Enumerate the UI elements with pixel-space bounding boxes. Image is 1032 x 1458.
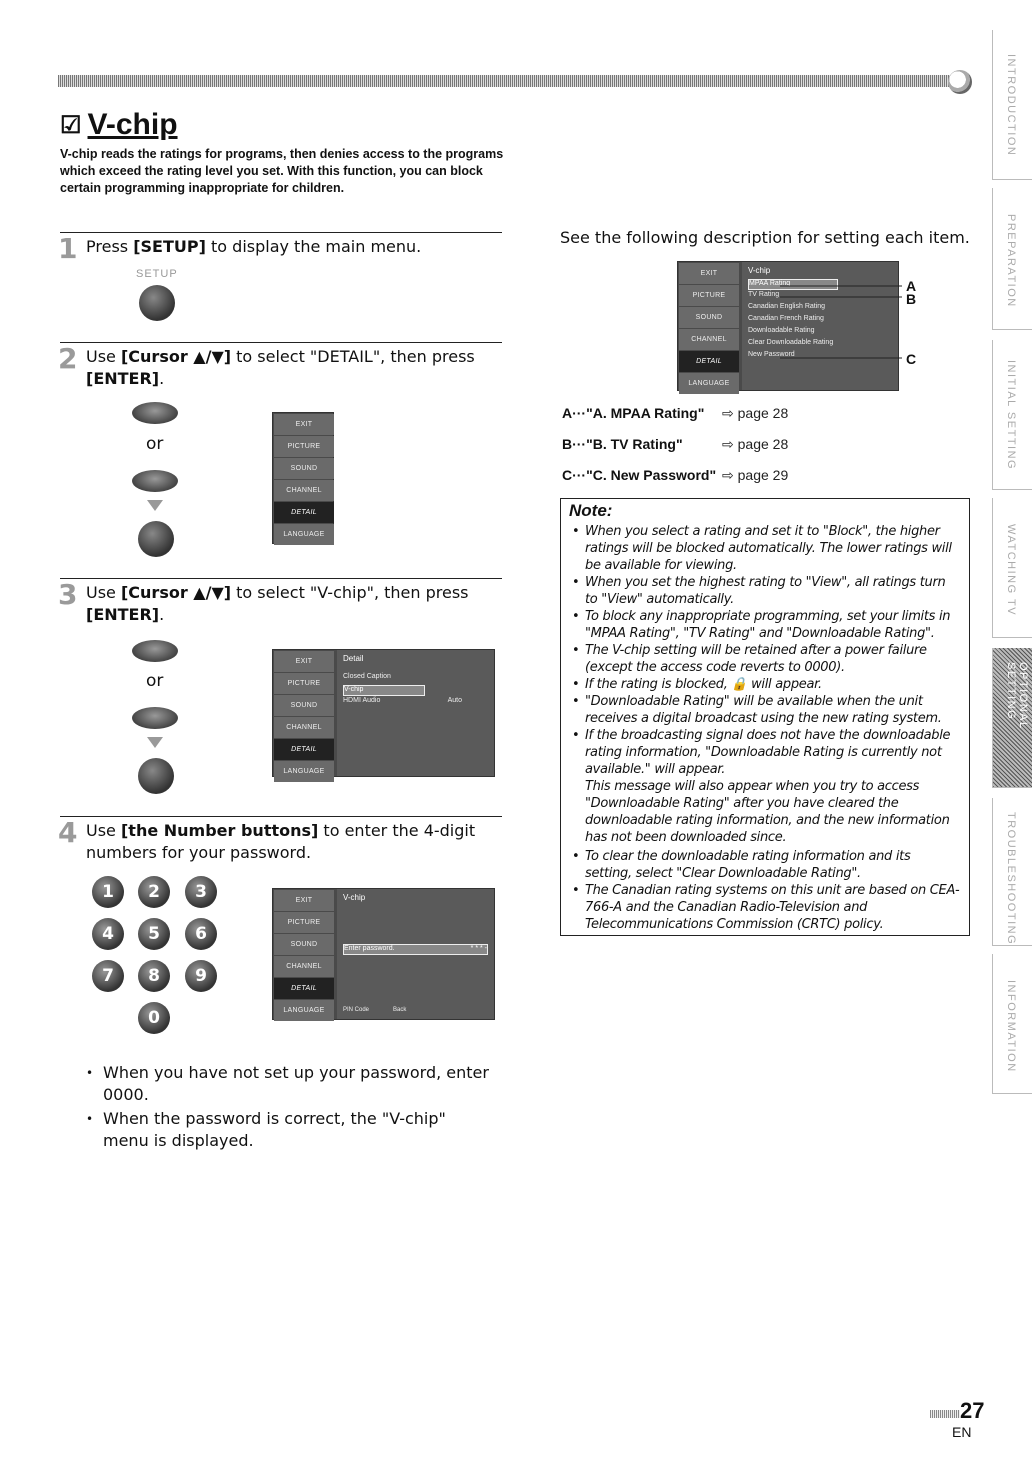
menu-item-detail: DETAIL	[679, 351, 739, 372]
step-divider	[60, 232, 502, 233]
number-button-5: 5	[138, 918, 170, 950]
menu-item-picture: PICTURE	[274, 912, 334, 933]
menu-item-detail: DETAIL	[274, 978, 334, 999]
or-label: or	[146, 671, 164, 691]
panel-row-vchip: V-chip	[343, 685, 425, 696]
cursor-down-icon	[132, 470, 178, 492]
number-button-1: 1	[92, 876, 124, 908]
callout-marker-a: A	[906, 278, 917, 294]
setup-button-label: SETUP	[136, 268, 178, 280]
right-lead-text: See the following description for setting each item.	[560, 228, 970, 247]
note-title: Note:	[569, 501, 613, 520]
panel-row-clear-downloadable: Clear Downloadable Rating	[748, 339, 834, 346]
page-language: EN	[952, 1424, 972, 1440]
panel-footer	[343, 1007, 406, 1013]
note-continuation: This message will also appear when you try to access "Downloadable Rating" after you have cleared the downloadable rating information, and the new information has not been downloaded since.	[585, 779, 950, 845]
menu-item-exit: EXIT	[274, 890, 334, 911]
cursor-down-icon	[132, 707, 178, 729]
panel-row-hdmi-audio: HDMI Audio Auto	[343, 697, 488, 708]
password-mask: * * * -	[470, 945, 487, 952]
side-tab-optional-setting: OPTIONAL SETTING	[992, 648, 1032, 788]
number-button-4: 4	[92, 918, 124, 950]
detail-menu	[272, 649, 495, 777]
checkbox-icon: ☑	[60, 111, 82, 139]
side-tab-watching-tv: WATCHING TV	[992, 498, 1032, 638]
callout-marker-b: B	[906, 291, 917, 307]
number-button-8: 8	[138, 960, 170, 992]
arrow-down-icon	[147, 737, 163, 748]
note-item: • If the rating is blocked, 🔒 will appear.	[569, 676, 961, 693]
menu-item-detail: DETAIL	[274, 502, 334, 523]
menu-item-detail: DETAIL	[274, 739, 334, 760]
note-item: • "Downloadable Rating" will be available when the unit receives a digital broadcast using the new rating system.	[569, 693, 961, 727]
menu-item-exit: EXIT	[274, 651, 334, 672]
note-item: • If the broadcasting signal does not have the downloadable rating information, "Downloadable Rating is currently not available." will appear.	[569, 727, 961, 778]
menu-item-sound: SOUND	[679, 307, 739, 328]
side-tab-introduction: INTRODUCTION	[992, 30, 1032, 180]
menu-item-picture: PICTURE	[679, 285, 739, 306]
reference-row: A···"A. MPAA Rating" ⇨ page 28	[562, 405, 789, 421]
page-number: 27	[960, 1398, 985, 1423]
header-rule-endcap	[948, 70, 972, 94]
note-item: • To clear the downloadable rating information and its setting, select "Clear Downloadable Rating".	[569, 848, 961, 882]
step-number: 4	[58, 816, 78, 849]
menu-item-language: LANGUAGE	[274, 524, 334, 545]
menu-item-language: LANGUAGE	[274, 761, 334, 782]
panel-row-downloadable: Downloadable Rating	[748, 327, 815, 334]
page-number-bar	[930, 1410, 960, 1418]
intro-text: V-chip reads the ratings for programs, then denies access to the programs which exceed the rating level you set. With this function, you can block certain programming inappropriate for children.	[60, 147, 504, 195]
back-hint: Back	[393, 1007, 407, 1013]
vchip-panel	[337, 889, 494, 1019]
step3-text: Use [Cursor ▲/▼] to select "V-chip", then press [ENTER].	[86, 583, 469, 624]
panel-row-canadian-english: Canadian English Rating	[748, 303, 826, 310]
side-tab-troubleshooting: TROUBLESHOOTING	[992, 798, 1032, 946]
step2-text: Use [Cursor ▲/▼] to select "DETAIL", then press [ENTER].	[86, 347, 475, 388]
number-button-7: 7	[92, 960, 124, 992]
menu-item-language: LANGUAGE	[274, 1000, 334, 1021]
menu-item-picture: PICTURE	[274, 436, 334, 457]
detail-panel	[337, 650, 494, 776]
step-number: 1	[58, 232, 78, 265]
number-button-2: 2	[138, 876, 170, 908]
step4-text: Use [the Number buttons] to enter the 4-digit numbers for your password.	[86, 821, 476, 862]
step-divider	[60, 816, 502, 817]
page-title-text: V-chip	[87, 108, 178, 141]
note-item: • To block any inappropriate programming, set your limits in "MPAA Rating", "TV Rating" and "Downloadable Rating".	[569, 608, 961, 642]
side-tab-initial-setting: INITIAL SETTING	[992, 340, 1032, 490]
panel-row-tv-rating: TV Rating	[748, 291, 780, 298]
note-box	[560, 498, 970, 936]
reference-row: B···"B. TV Rating" ⇨ page 28	[562, 436, 789, 452]
note-item: • The Canadian rating systems on this unit are based on CEA-766-A and the Canadian Radio-Television and Telecommunications Commission (CRTC) policy.	[569, 882, 961, 933]
password-entry-row	[343, 944, 488, 955]
vchip-password-menu	[272, 888, 495, 1020]
step4-notes	[86, 1062, 496, 1154]
menu-item-sound: SOUND	[274, 695, 334, 716]
page-title	[60, 108, 178, 142]
arrow-down-icon	[147, 500, 163, 511]
cursor-up-icon	[132, 640, 178, 662]
panel-row-closed-caption: Closed Caption	[343, 673, 391, 680]
panel-row-mpaa: MPAA Rating	[748, 279, 838, 290]
number-button-9: 9	[185, 960, 217, 992]
menu-item-channel: CHANNEL	[274, 956, 334, 977]
or-label: or	[146, 434, 164, 454]
menu-item-channel: CHANNEL	[274, 717, 334, 738]
password-label: Enter password.	[344, 945, 395, 952]
hdmi-audio-value: Auto	[447, 697, 462, 704]
side-tab-preparation: PREPARATION	[992, 188, 1032, 330]
panel-row-new-password: New Password	[748, 351, 795, 358]
number-button-0: 0	[138, 1002, 170, 1034]
header-rule	[58, 75, 963, 87]
panel-title: V-chip	[748, 266, 771, 275]
number-button-3: 3	[185, 876, 217, 908]
pin-code-hint: PIN Code	[343, 1007, 370, 1013]
side-tab-information: INFORMATION	[992, 954, 1032, 1094]
panel-row-canadian-french: Canadian French Rating	[748, 315, 824, 322]
enter-button-icon	[138, 758, 174, 794]
cursor-up-icon	[132, 402, 178, 424]
panel-title: V-chip	[343, 893, 366, 902]
menu-item-picture: PICTURE	[274, 673, 334, 694]
reference-row: C···"C. New Password" ⇨ page 29	[562, 467, 789, 483]
note-item: • When you set the highest rating to "View", all ratings turn to "View" automatically.	[569, 574, 961, 608]
step-divider	[60, 578, 502, 579]
number-button-6: 6	[185, 918, 217, 950]
menu-item-language: LANGUAGE	[679, 373, 739, 394]
menu-item-sound: SOUND	[274, 458, 334, 479]
setup-button-icon	[139, 285, 175, 321]
callout-marker-c: C	[906, 351, 917, 367]
step-number: 3	[58, 578, 78, 611]
menu-item-channel: CHANNEL	[679, 329, 739, 350]
menu-item-sound: SOUND	[274, 934, 334, 955]
enter-button-icon	[138, 521, 174, 557]
menu-item-exit: EXIT	[274, 414, 334, 435]
step-divider	[60, 342, 502, 343]
menu-item-exit: EXIT	[679, 263, 739, 284]
step1-text: Press [SETUP] to display the main menu.	[86, 237, 422, 256]
note-item: • When you select a rating and set it to "Block", the higher ratings will be blocked automatically. The lower ratings will be available for viewing.	[569, 523, 961, 574]
menu-item-channel: CHANNEL	[274, 480, 334, 501]
callout-lines	[780, 280, 906, 370]
note-item: • The V-chip setting will be retained after a power failure (except the access code reverts to 0000).	[569, 642, 961, 676]
list-item: • When you have not set up your password, enter 0000.	[86, 1062, 496, 1106]
list-item: • When the password is correct, the "V-chip" menu is displayed.	[86, 1108, 496, 1152]
panel-title: Detail	[343, 654, 364, 663]
step-number: 2	[58, 342, 78, 375]
main-menu-detail	[272, 412, 334, 544]
